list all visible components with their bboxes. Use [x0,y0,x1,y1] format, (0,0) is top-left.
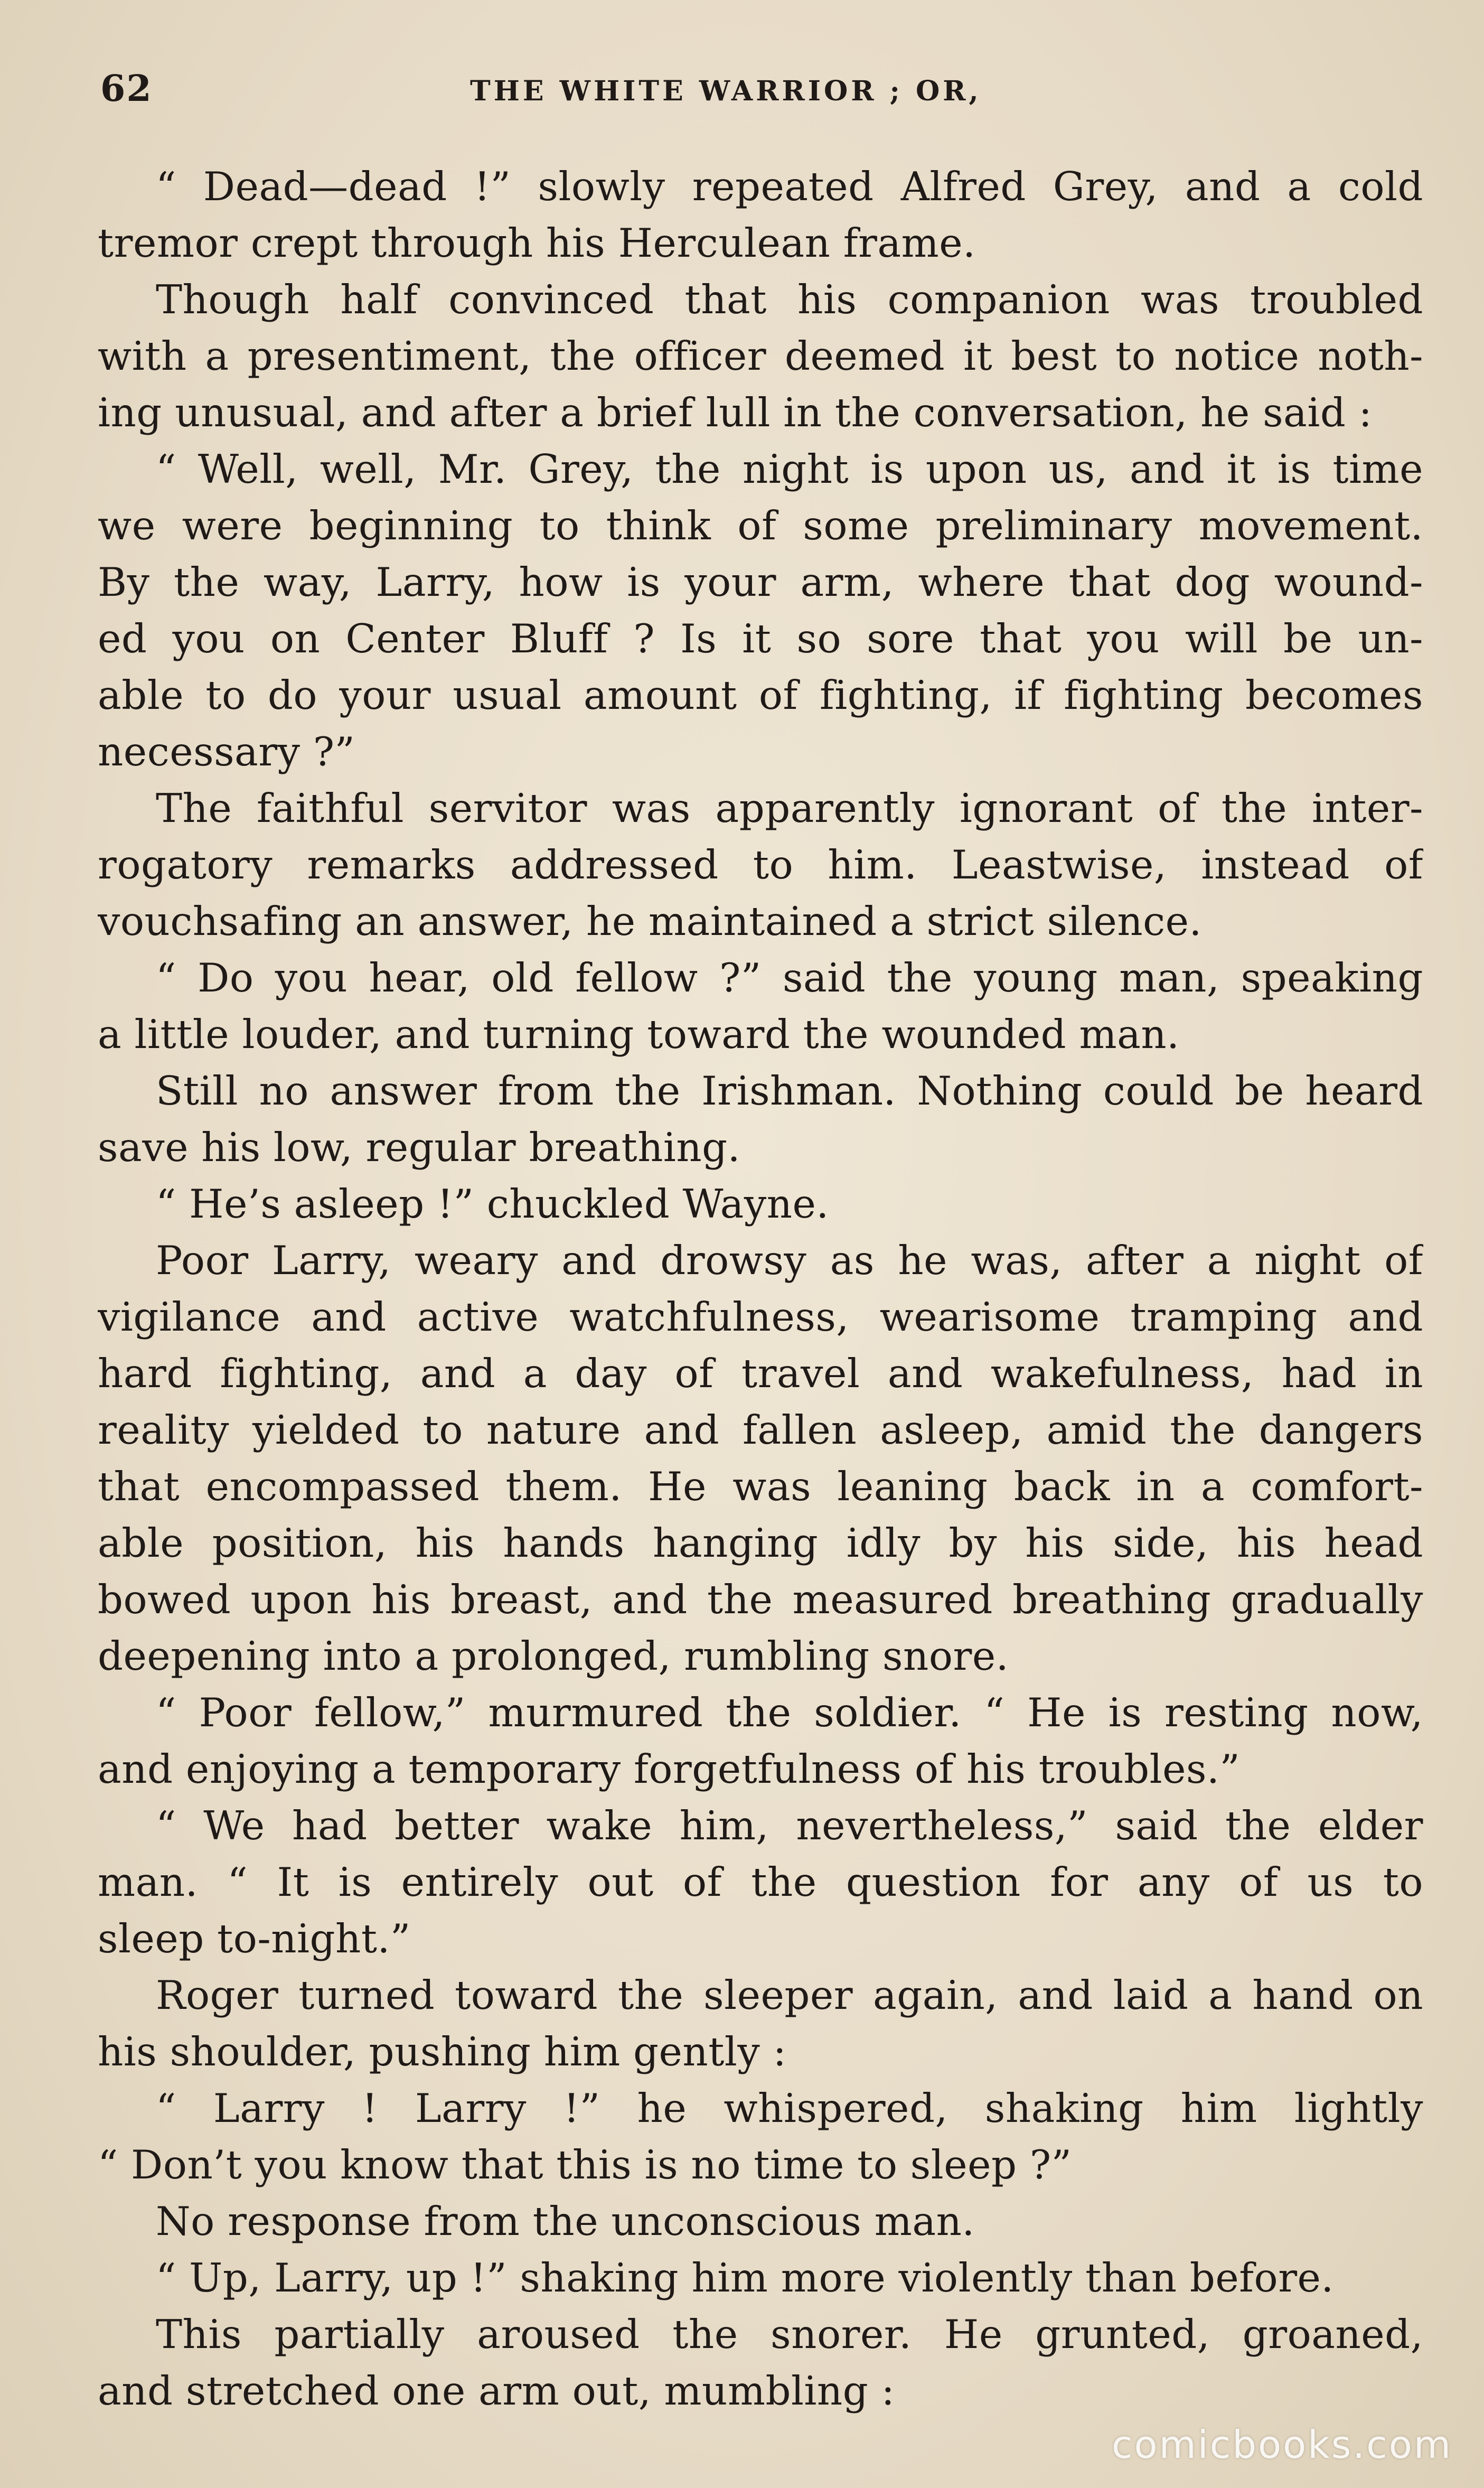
text-line: vigilance and active watchfulness, wearisome tramping and [98,1294,1423,1340]
text-line: and enjoying a temporary forgetfulness of his troubles.” [98,1746,1241,1792]
text-line: By the way, Larry, how is your arm, where that dog wound- [98,559,1423,605]
text-line: able to do your usual amount of fighting, if fighting becomes [98,672,1423,718]
text-line: “ He’s asleep !” chuckled Wayne. [156,1181,829,1227]
text-line: “ Up, Larry, up !” shaking him more violently than before. [156,2255,1334,2301]
text-line: ed you on Center Bluff ? Is it so sore that you will be un- [98,615,1423,662]
text-line: hard fighting, and a day of travel and wakefulness, had in [98,1350,1423,1397]
text-line: Poor Larry, weary and drowsy as he was, after a night of [156,1237,1423,1284]
text-line: Though half convinced that his companion was troubled [156,276,1423,323]
text-line: “ Dead—dead !” slowly repeated Alfred Grey, and a cold [156,163,1423,210]
text-line: a little louder, and turning toward the wounded man. [98,1011,1180,1058]
text-line: Still no answer from the Irishman. Nothing could be heard [156,1068,1423,1114]
text-line: and stretched one arm out, mumbling : [98,2368,895,2414]
text-line: ing unusual, and after a brief lull in the conversation, he said : [98,389,1373,436]
text-line: we were beginning to think of some preliminary movement. [98,502,1423,549]
text-line: Roger turned toward the sleeper again, and laid a hand on [156,1972,1423,2018]
body-text [98,158,1423,2419]
text-line: “ Do you hear, old fellow ?” said the young man, speaking [156,955,1423,1001]
text-line: “ Well, well, Mr. Grey, the night is upon us, and it is time [156,446,1423,492]
text-line: that encompassed them. He was leaning back in a comfort- [98,1463,1423,1510]
text-line: sleep to-night.” [98,1915,411,1962]
text-line: with a presentiment, the officer deemed it best to notice noth- [98,333,1423,379]
text-line: able position, his hands hanging idly by his side, his head [98,1520,1423,1566]
text-line: reality yielded to nature and fallen asleep, amid the dangers [98,1407,1423,1453]
page-number: 62 [100,68,153,110]
text-line: “ Don’t you know that this is no time to sleep ?” [98,2141,1072,2188]
text-line: his shoulder, pushing him gently : [98,2028,787,2075]
text-line: This partially aroused the snorer. He grunted, groaned, [156,2311,1423,2358]
text-line: rogatory remarks addressed to him. Leastwise, instead of [98,841,1423,888]
text-line: “ Larry ! Larry !” he whispered, shaking him lightly [156,2085,1423,2131]
text-line: bowed upon his breast, and the measured breathing gradually [98,1576,1423,1623]
running-head: THE WHITE WARRIOR ; OR, [470,75,982,107]
text-line: No response from the unconscious man. [156,2198,975,2244]
text-line: necessary ?” [98,728,355,775]
text-line: deepening into a prolonged, rumbling snore. [98,1633,1009,1679]
text-line: “ Poor fellow,” murmured the soldier. “ He is resting now, [156,1689,1423,1736]
watermark: comicbooks.com [1111,2422,1452,2467]
text-line: tremor crept through his Herculean frame. [98,220,976,266]
text-line: “ We had better wake him, nevertheless,” said the elder [156,1802,1423,1849]
text-line: man. “ It is entirely out of the question for any of us to [98,1859,1423,1905]
page-header [100,68,1426,126]
text-line: vouchsafing an answer, he maintained a strict silence. [98,898,1202,944]
text-line: The faithful servitor was apparently ignorant of the inter- [156,785,1423,831]
text-line: save his low, regular breathing. [98,1124,741,1171]
